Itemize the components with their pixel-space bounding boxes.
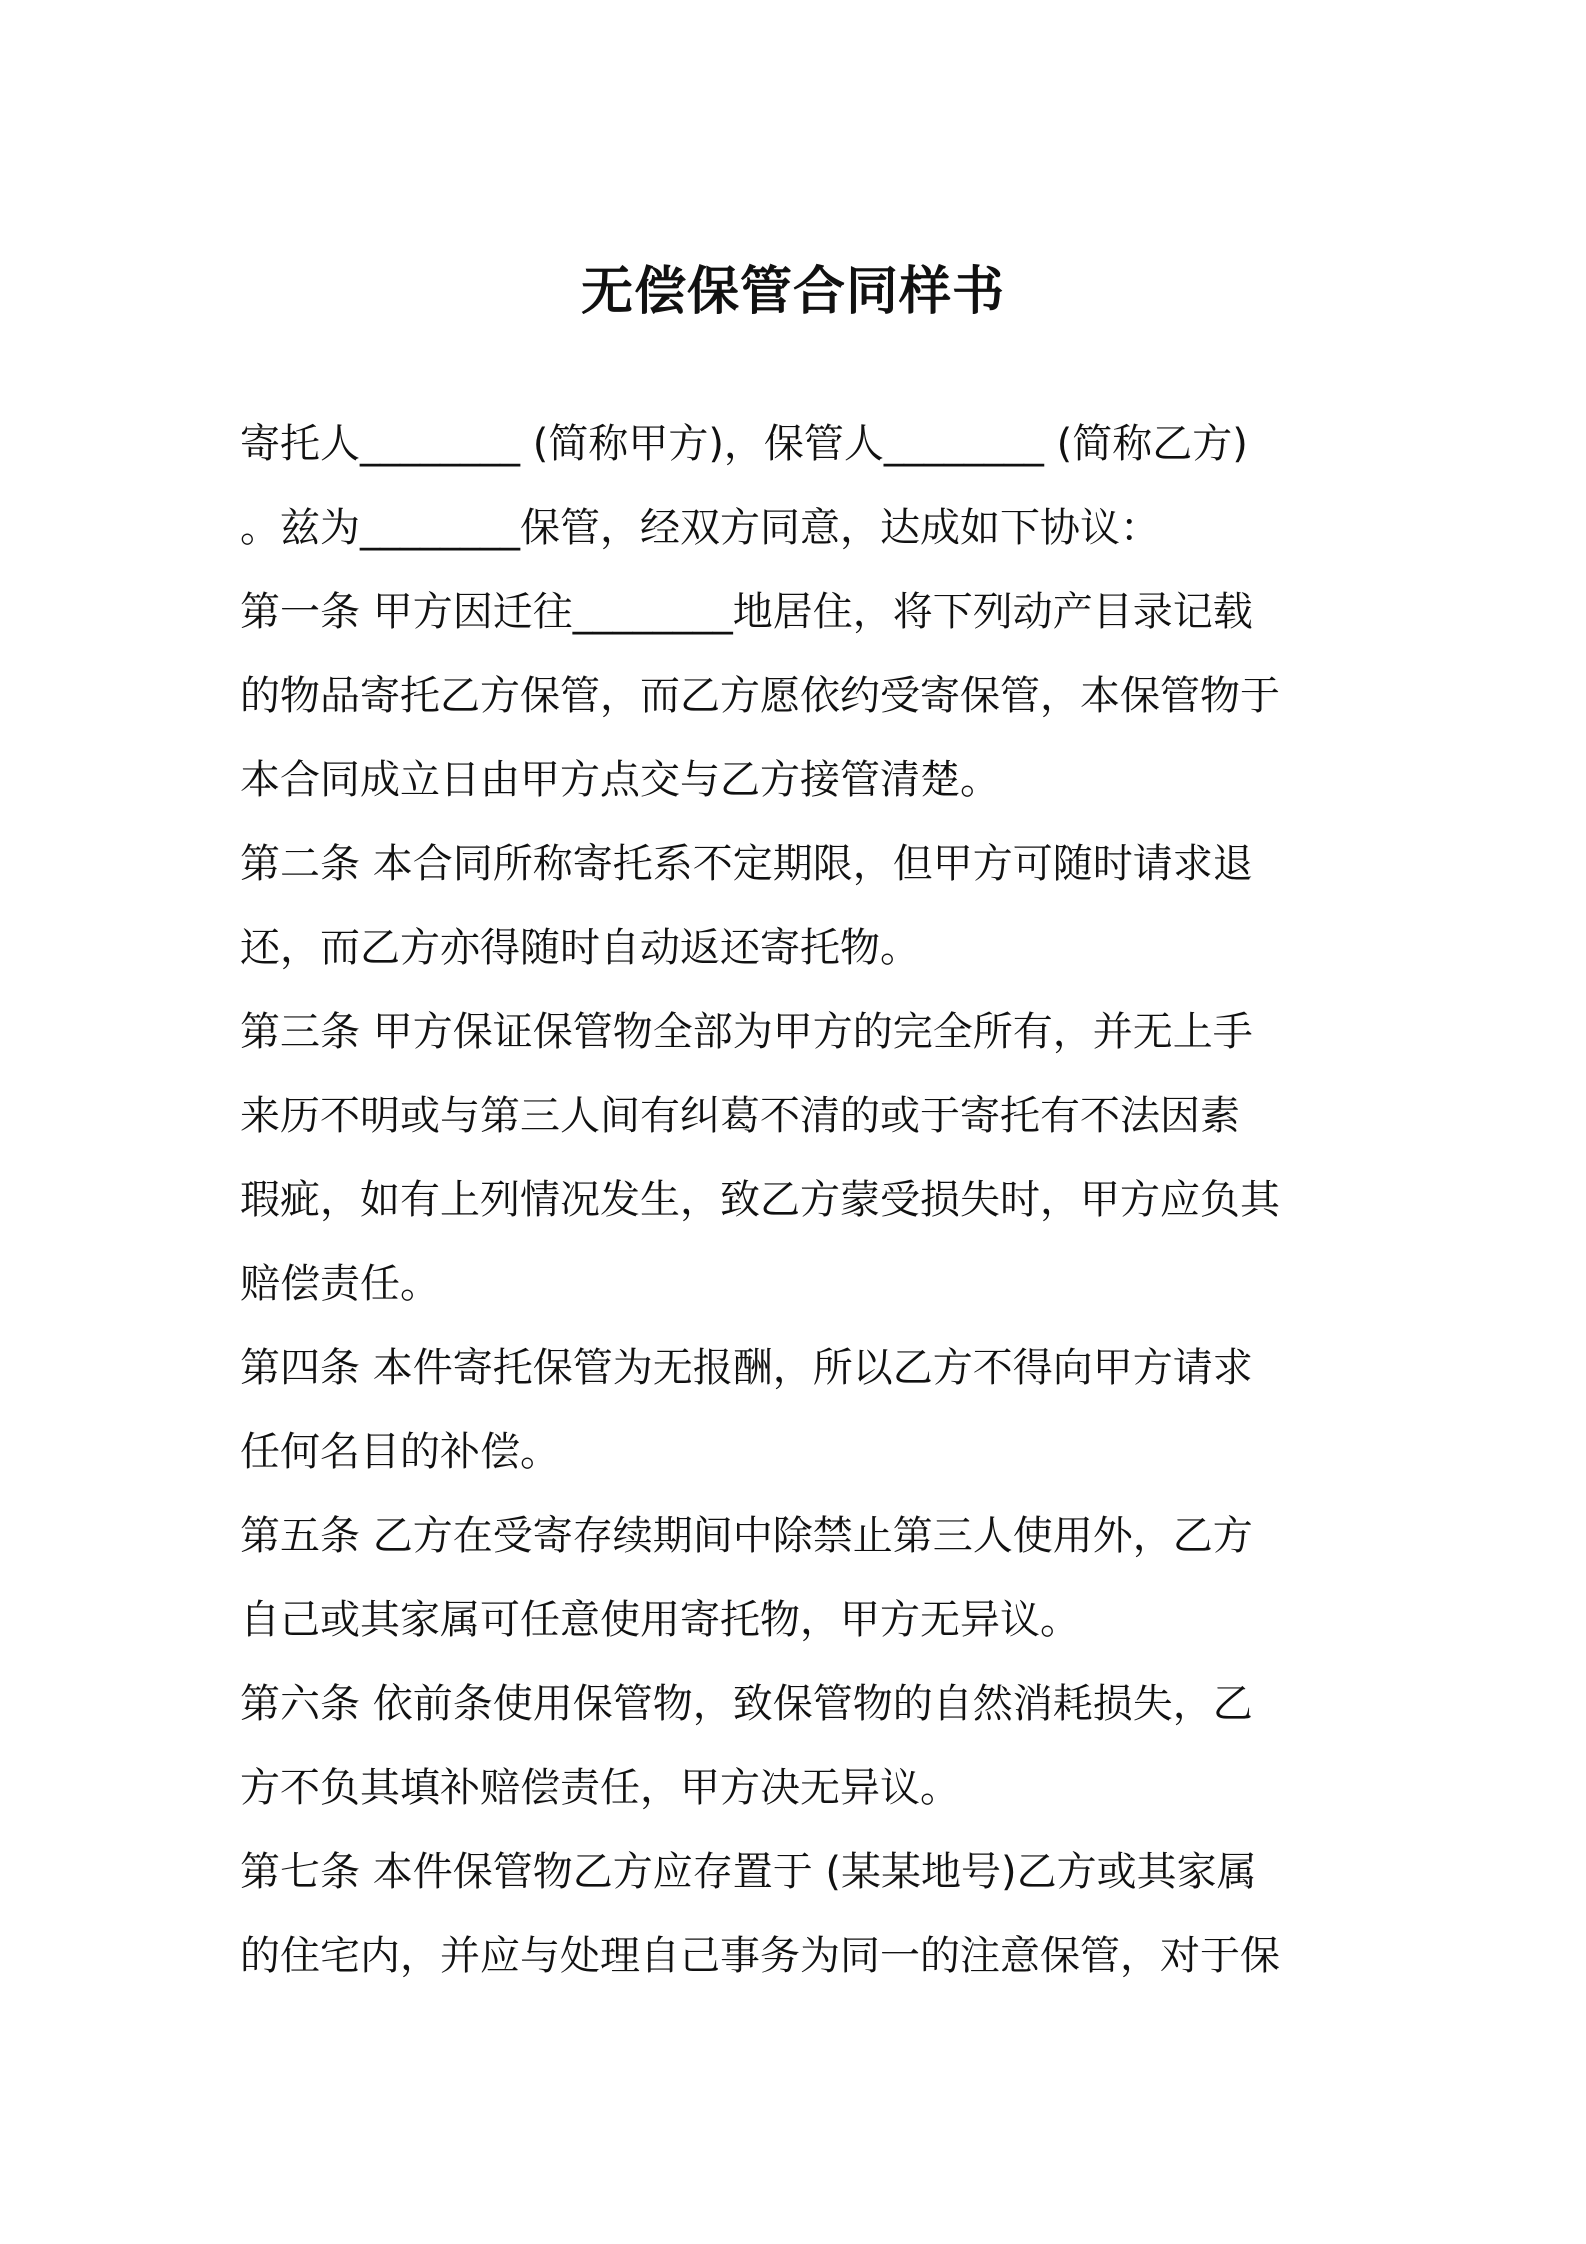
document-title: 无偿保管合同样书 [580, 262, 1005, 322]
document-body [240, 402, 1356, 1998]
text-line: 方不负其填补赔偿责任，甲方决无异议。 [240, 1765, 960, 1811]
text-line: 第七条 本件保管物乙方应存置于 (某某地号)乙方或其家属 [240, 1849, 1257, 1895]
text-line: 第三条 甲方保证保管物全部为甲方的完全所有，并无上手 [240, 1009, 1253, 1055]
text-line: 的住宅内，并应与处理自己事务为同一的注意保管，对于保 [240, 1933, 1280, 1979]
text-line: 第一条 甲方因迁往________地居住，将下列动产目录记载 [240, 589, 1253, 635]
text-line: 寄托人________ (简称甲方)，保管人________ (简称乙方) [240, 421, 1248, 467]
text-line: 任何名目的补偿。 [240, 1429, 560, 1475]
text-line: 赔偿责任。 [240, 1261, 440, 1307]
text-line: 第六条 依前条使用保管物，致保管物的自然消耗损失，乙 [240, 1681, 1253, 1727]
text-line: 自己或其家属可任意使用寄托物，甲方无异议。 [240, 1597, 1080, 1643]
text-line: 第二条 本合同所称寄托系不定期限，但甲方可随时请求退 [240, 841, 1253, 887]
text-line: 第四条 本件寄托保管为无报酬，所以乙方不得向甲方请求 [240, 1345, 1253, 1391]
text-line: 还，而乙方亦得随时自动返还寄托物。 [240, 925, 920, 971]
text-line: 来历不明或与第三人间有纠葛不清的或于寄托有不法因素 [240, 1093, 1240, 1139]
text-line: 的物品寄托乙方保管，而乙方愿依约受寄保管，本保管物于 [240, 673, 1280, 719]
text-line: 瑕疵，如有上列情况发生，致乙方蒙受损失时，甲方应负其 [240, 1177, 1280, 1223]
text-line: 本合同成立日由甲方点交与乙方接管清楚。 [240, 757, 1000, 803]
text-line: 。兹为________保管，经双方同意，达成如下协议： [240, 505, 1160, 551]
text-line: 第五条 乙方在受寄存续期间中除禁止第三人使用外，乙方 [240, 1513, 1253, 1559]
